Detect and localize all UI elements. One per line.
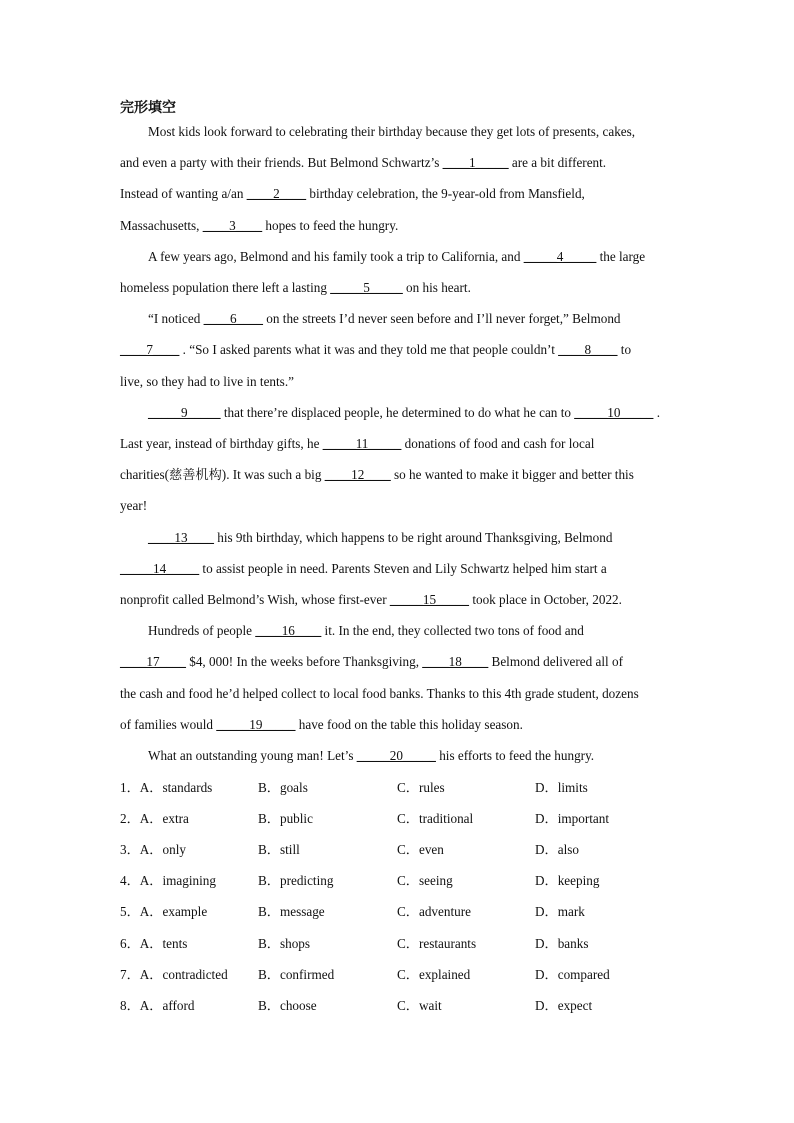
passage-line: ____13____ his 9th birthday, which happens to be right around Thanksgiving, Belmond xyxy=(148,529,613,545)
blank-10[interactable]: _____10_____ xyxy=(574,404,654,420)
passage-line: of families would _____19_____ have food on the table this holiday season. xyxy=(120,716,523,732)
option-a[interactable]: 2．A．extra xyxy=(120,811,189,826)
passage-line: _____9_____ that there’re displaced people, he determined to do what he can to _____10_____ . xyxy=(148,404,660,420)
option-c[interactable]: C．wait xyxy=(397,998,442,1013)
question-row xyxy=(120,990,676,1021)
question-row xyxy=(120,865,676,896)
passage-line: charities(慈善机构). It was such a big ____12____ so he wanted to make it bigger and better this xyxy=(120,467,634,483)
passage-line: _____14_____ to assist people in need. Parents Steven and Lily Schwartz helped him start a xyxy=(120,560,607,576)
blank-4[interactable]: _____4_____ xyxy=(523,248,597,264)
question-row xyxy=(120,896,676,927)
passage-line: year! xyxy=(120,498,148,514)
passage-line: and even a party with their friends. But Belmond Schwartz’s ____1_____ are a bit different. xyxy=(120,155,607,171)
option-d[interactable]: D．important xyxy=(535,811,609,826)
passage-line: nonprofit called Belmond’s Wish, whose first-ever _____15_____ took place in October, 2022. xyxy=(120,592,622,608)
passage-line: live, so they had to live in tents.” xyxy=(120,373,294,389)
blank-1[interactable]: ____1_____ xyxy=(442,155,509,171)
option-b[interactable]: B．choose xyxy=(258,998,317,1013)
question-row xyxy=(120,834,676,865)
blank-3[interactable]: ____3____ xyxy=(202,217,263,233)
blank-18[interactable]: ____18____ xyxy=(422,654,489,670)
passage-line: A few years ago, Belmond and his family took a trip to California, and _____4_____ the large xyxy=(148,248,646,264)
blank-11[interactable]: _____11_____ xyxy=(322,436,402,452)
passage-line: Last year, instead of birthday gifts, he _____11_____ donations of food and cash for local xyxy=(120,436,595,452)
cloze-passage xyxy=(120,116,676,771)
option-a[interactable]: 6．A．tents xyxy=(120,936,188,951)
question-row xyxy=(120,928,676,959)
option-a[interactable]: 1．A．standards xyxy=(120,780,213,795)
blank-6[interactable]: ____6____ xyxy=(203,311,263,327)
option-d[interactable]: D．expect xyxy=(535,998,593,1013)
option-c[interactable]: C．traditional xyxy=(397,811,474,826)
option-b[interactable]: B．confirmed xyxy=(258,967,335,982)
blank-16[interactable]: ____16____ xyxy=(255,623,322,639)
passage-line: Most kids look forward to celebrating their birthday because they get lots of presents, cakes, xyxy=(148,124,636,139)
passage-line: ____17____ $4, 000! In the weeks before Thanksgiving, ____18____ Belmond delivered all of xyxy=(120,654,624,670)
option-d[interactable]: D．also xyxy=(535,842,579,857)
question-row xyxy=(120,803,676,834)
option-c[interactable]: C．seeing xyxy=(397,873,453,888)
option-a[interactable]: 5．A．example xyxy=(120,904,208,919)
option-d[interactable]: D．limits xyxy=(535,780,588,795)
option-c[interactable]: C．rules xyxy=(397,780,445,795)
passage-line: Hundreds of people ____16____ it. In the end, they collected two tons of food and xyxy=(148,623,584,639)
option-a[interactable]: 3．A．only xyxy=(120,842,186,857)
question-row xyxy=(120,959,676,990)
option-b[interactable]: B．shops xyxy=(258,936,311,951)
blank-12[interactable]: ____12____ xyxy=(324,467,391,483)
question-row xyxy=(120,772,676,803)
passage-line: the cash and food he’d helped collect to local food banks. Thanks to this 4th grade student, dozens xyxy=(120,685,639,701)
blank-15[interactable]: _____15_____ xyxy=(389,592,470,608)
option-c[interactable]: C．even xyxy=(397,842,444,857)
option-c[interactable]: C．explained xyxy=(397,967,471,982)
blank-17[interactable]: ____17____ xyxy=(120,654,186,670)
blank-2[interactable]: ____2____ xyxy=(246,186,307,202)
option-b[interactable]: B．predicting xyxy=(258,873,334,888)
option-a[interactable]: 7．A．contradicted xyxy=(120,967,228,982)
blank-13[interactable]: ____13____ xyxy=(148,529,214,545)
option-d[interactable]: D．banks xyxy=(535,936,589,951)
option-d[interactable]: D．mark xyxy=(535,904,585,919)
passage-line: homeless population there left a lasting _____5_____ on his heart. xyxy=(120,280,471,296)
passage-line: “I noticed ____6____ on the streets I’d never seen before and I’ll never forget,” Belmond xyxy=(148,311,621,327)
option-a[interactable]: 8．A．afford xyxy=(120,998,195,1013)
option-d[interactable]: D．keeping xyxy=(535,873,600,888)
section-title: 完形填空 xyxy=(120,100,176,116)
passage-line: Massachusetts, ____3____ hopes to feed the hungry. xyxy=(120,217,399,233)
option-b[interactable]: B．goals xyxy=(258,780,308,795)
passage-line: Instead of wanting a/an ____2____ birthday celebration, the 9-year-old from Mansfield, xyxy=(120,186,585,202)
blank-20[interactable]: _____20_____ xyxy=(356,748,436,764)
blank-7[interactable]: ____7____ xyxy=(120,342,180,358)
option-b[interactable]: B．message xyxy=(258,904,325,919)
blank-9[interactable]: _____9_____ xyxy=(148,404,221,420)
blank-19[interactable]: _____19_____ xyxy=(216,716,296,732)
passage-line: What an outstanding young man! Let’s _____20_____ his efforts to feed the hungry. xyxy=(148,748,595,764)
blank-8[interactable]: ____8____ xyxy=(558,342,618,358)
blank-14[interactable]: _____14_____ xyxy=(120,560,200,576)
option-d[interactable]: D．compared xyxy=(535,967,610,982)
option-c[interactable]: C．adventure xyxy=(397,904,471,919)
passage-line: ____7____ . “So I asked parents what it was and they told me that people couldn’t ____8____ to xyxy=(120,342,632,358)
option-a[interactable]: 4．A．imagining xyxy=(120,873,216,888)
option-c[interactable]: C．restaurants xyxy=(397,936,477,951)
option-b[interactable]: B．still xyxy=(258,842,300,857)
blank-5[interactable]: _____5_____ xyxy=(330,280,403,296)
option-b[interactable]: B．public xyxy=(258,811,313,826)
